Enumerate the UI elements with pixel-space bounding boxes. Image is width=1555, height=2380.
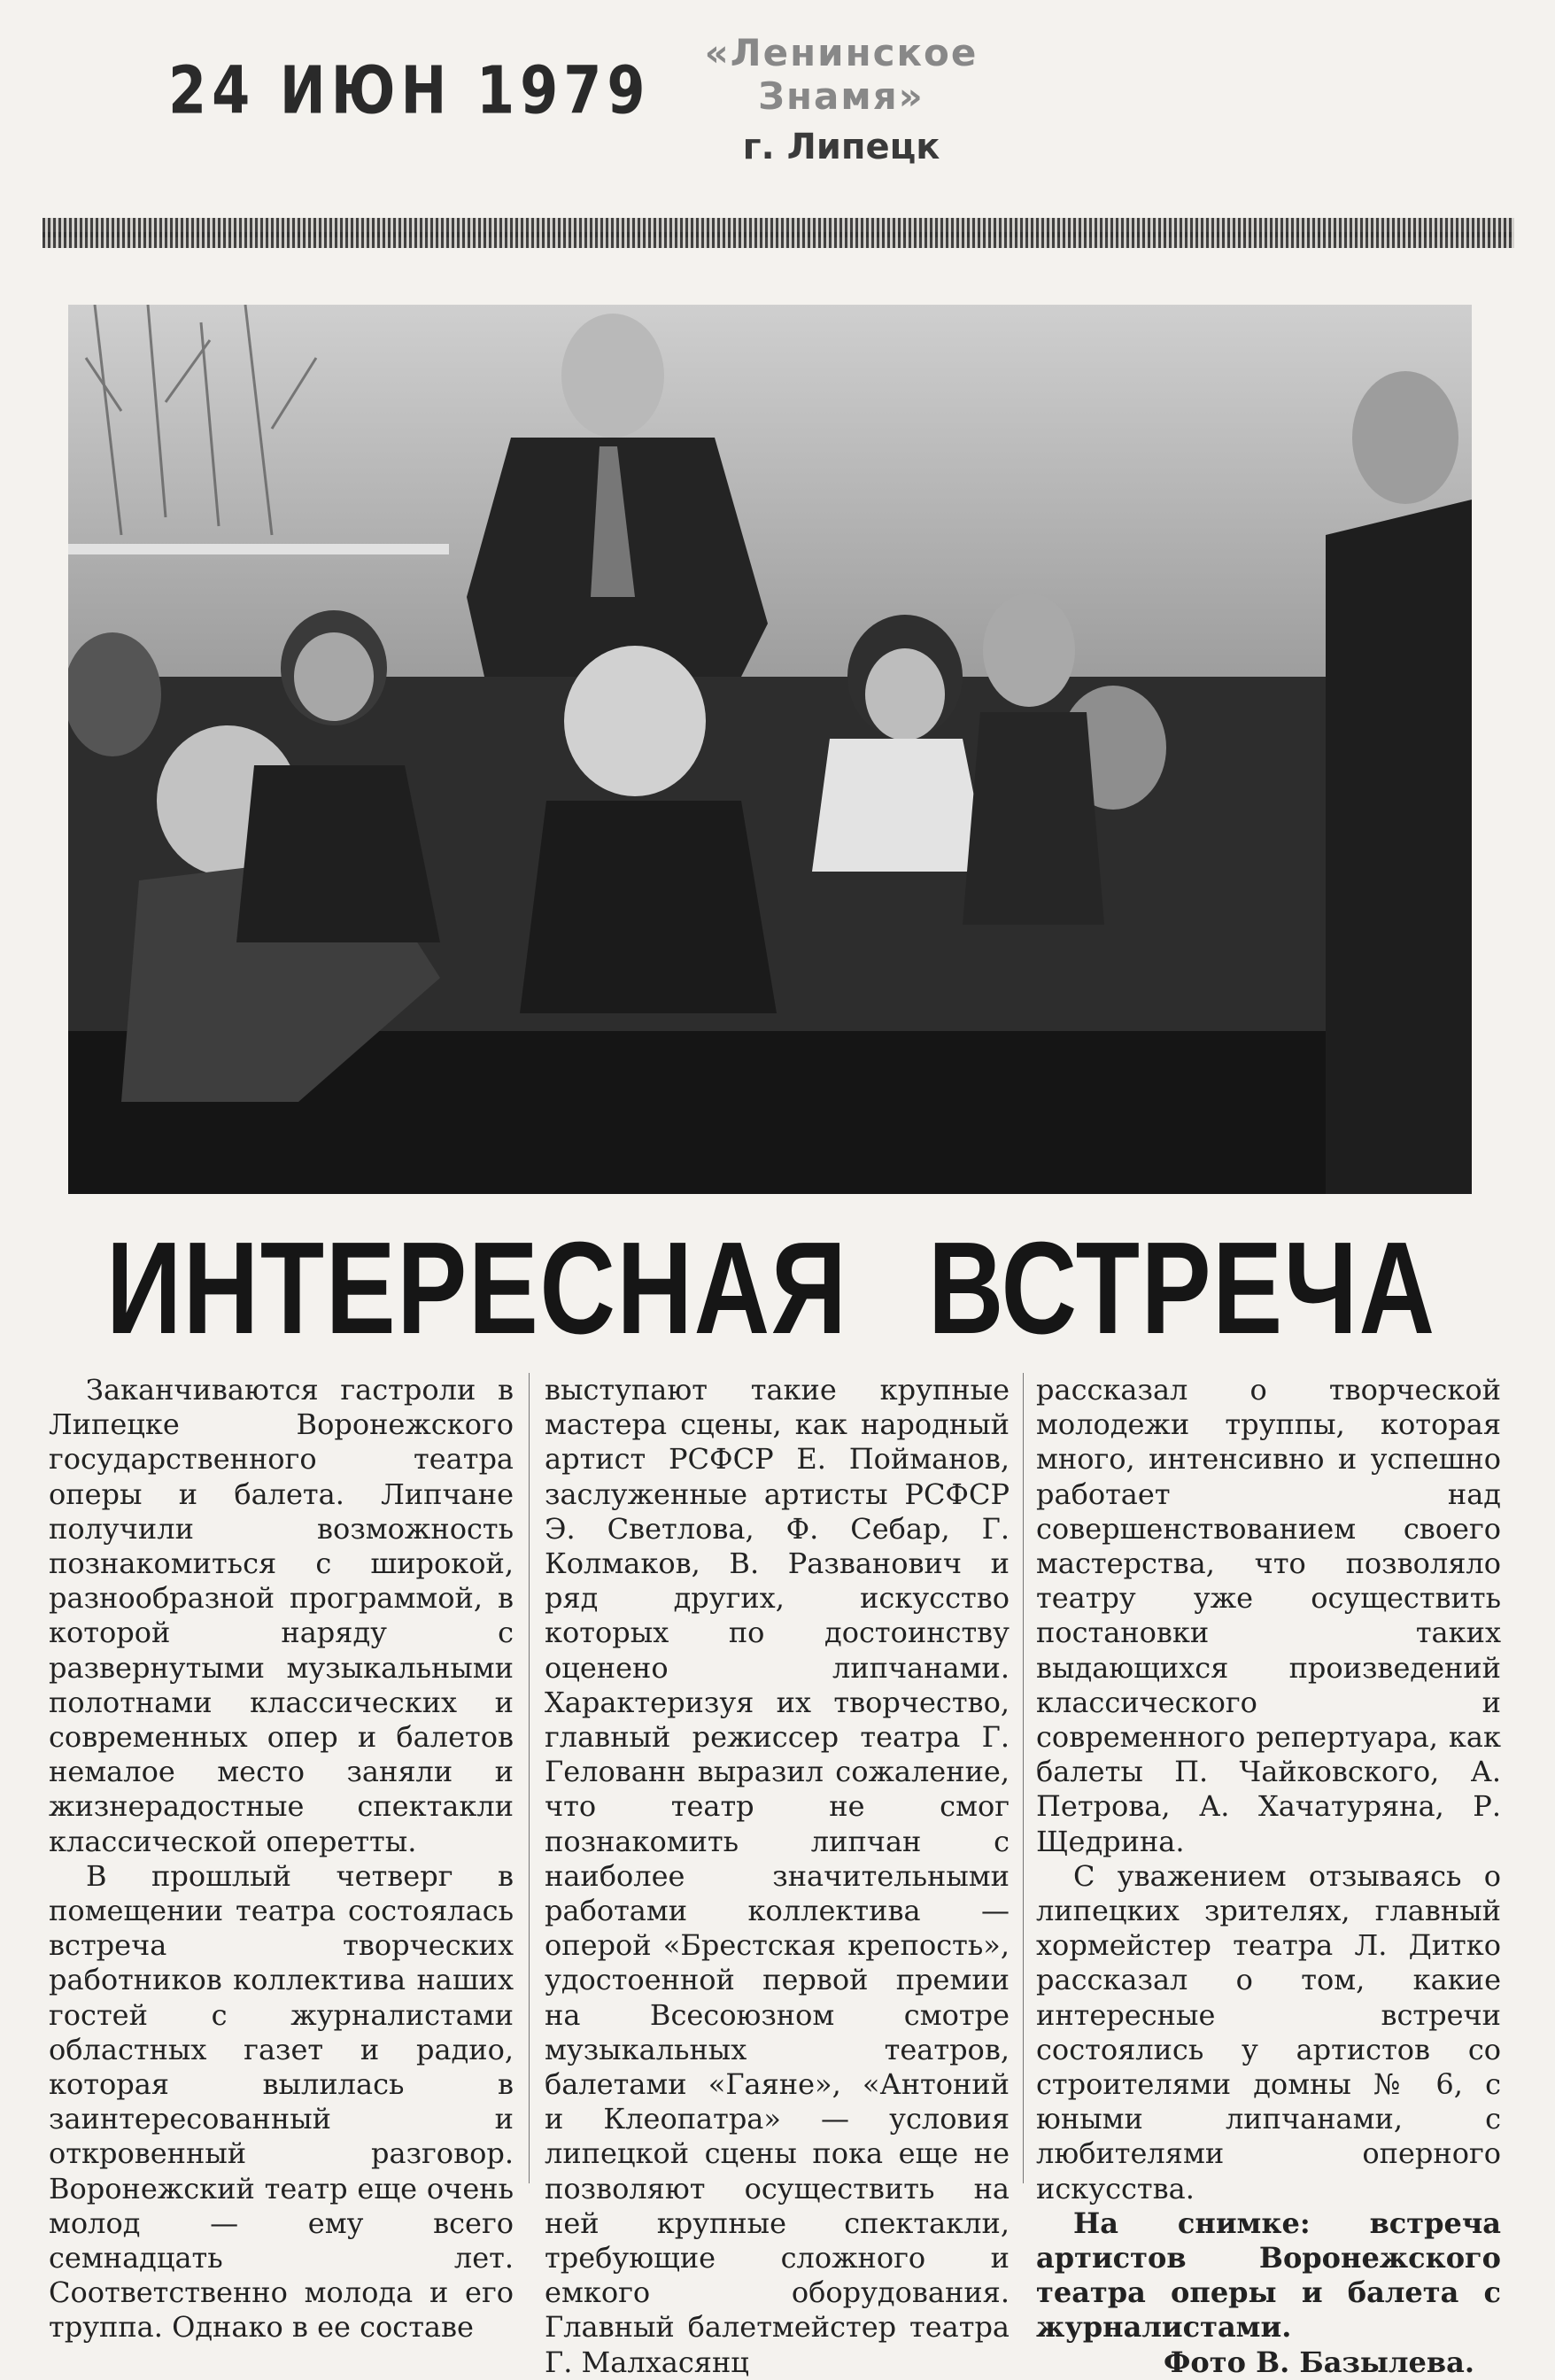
article-paragraph: выступают такие крупные мастера сцены, как народный артист РСФСР Е. Пойманов, заслуженные артисты РСФСР Э. Светлова, Ф. Себар, Г. Колмаков, В. Разванович и ряд других, искусство которых по достоинству оценено липчанами. Характеризуя их творчество, главный режиссер театра Г. Гелованн выразил сожаление, что театр не смог познакомить липчан с наиболее значительными работами коллектива — оперой «Брестская крепость», удостоенной первой премии на Всесоюзном смотре музыкальных театров, балетами «Гаяне», «Антоний и Клеопатра» — условия липецкой сцены пока еще не позволяют осуществить на ней крупные спектакли, требующие сложного и емкого оборудования. Главный балетмейстер театра Г. Малхасянц: [545, 1373, 1010, 2379]
headline: ИНТЕРЕСНАЯ ВСТРЕЧА: [106, 1215, 1436, 1361]
news-photo: [68, 305, 1472, 1194]
article-paragraph: Заканчиваются гастроли в Липецке Воронежского государственного театра оперы и балета. Липчане получили возможность познакомиться с широкой, разнообразной программой, в которой наряду с развернутыми музыкальными полотнами классических и современных опер и балетов немалое место заняли и жизнерадостные спектакли классической оперетты.: [49, 1373, 514, 1858]
date-stamp: 24 ИЮН 1979: [168, 51, 651, 129]
article-paragraph: В прошлый четверг в помещении театра состоялась встреча творческих работников коллектива наших гостей с журналистами областных газет и радио, которая вылилась в заинтересованный и откровенный разговор. Воронежский театр еще очень молод — ему всего семнадцать лет. Соответственно молода и его труппа. Однако в ее составе: [49, 1858, 514, 2345]
article-paragraph: С уважением отзываясь о липецких зрителях, главный хормейстер театра Л. Дитко рассказал о том, какие интересные встречи состоялись у артистов со строителями домны № 6, с юными липчанами, с любителями оперного искусства.: [1036, 1858, 1501, 2206]
column-divider: [529, 1373, 530, 2183]
article-column-2: [545, 1373, 1010, 2380]
article-column-1: [49, 1373, 514, 2345]
group-photo-illustration: [68, 305, 1472, 1194]
article-paragraph: рассказал о творческой молодежи труппы, которая много, интенсивно и успешно работает над совершенствованием своего мастерства, что позволяло театру уже осуществить постановки таких выдающихся произведений классического и современного репертуара, как балеты П. Чайковского, А. Петрова, А. Хачатуряна, Р. Щедрина.: [1036, 1373, 1501, 1858]
column-divider: [1023, 1373, 1024, 2183]
newspaper-city: г. Липецк: [742, 127, 940, 167]
newspaper-name: «Ленинское Знамя»: [704, 31, 979, 118]
newspaper-stamp: [633, 31, 1049, 167]
photo-caption: На снимке: встреча артистов Воронежского театра оперы и балета с журналистами.: [1036, 2206, 1501, 2345]
article-column-3: [1036, 1373, 1501, 2380]
photo-credit: Фото В. Базылева.: [1164, 2345, 1474, 2379]
decorative-rule-inner: [43, 232, 1514, 237]
